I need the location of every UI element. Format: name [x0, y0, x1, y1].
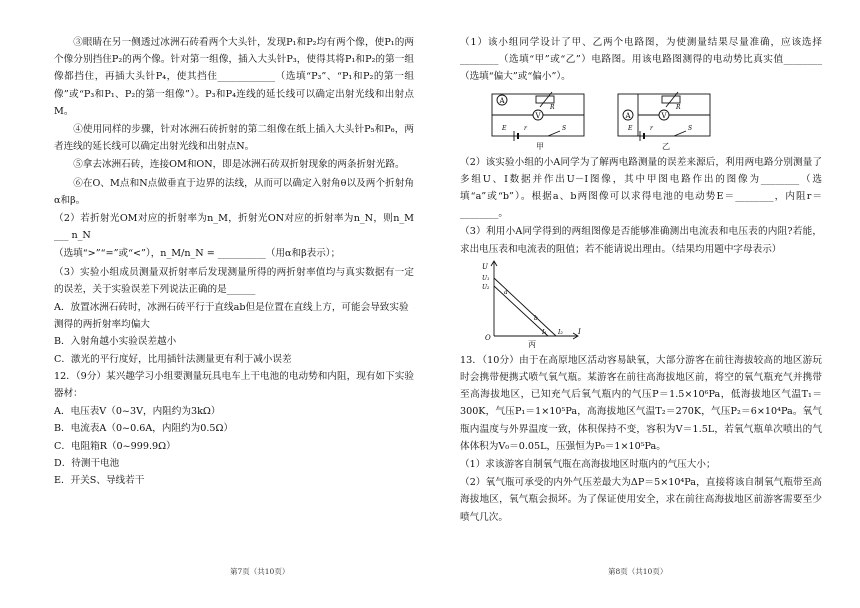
equipment-e: E．开关S、导线若干 [54, 475, 145, 487]
question-12-1-text: （1）该小组同学设计了甲、乙两个电路图，为使测量结果尽量准确，应该选择________（选填“甲”或“乙”）电路图。用该电路图测得的电动势比真实值________（选填“偏大”或“偏小”）。 [460, 37, 822, 83]
question-13-1-text: （1）求该游客自制氧气瓶在高海拔地区时瓶内的气压大小； [460, 459, 716, 471]
circuit-yi-ammeter: A [625, 111, 631, 120]
graph-line-b-label: b [534, 314, 538, 322]
question-12-2-text: （2）该实验小组的小A同学为了解两电路测量的误差来源后，利用两电路分别测量了多组U、I数据并作出U－I图像，其中甲图电路作出的图像为________（选填“a”或“b”）。根据a、b两图像可以求得电池的电动势E＝________，内阻r＝________。 [460, 156, 822, 220]
graph-i1-label: I₁ [542, 328, 547, 336]
circuit-yi-emf: E [628, 124, 633, 132]
question-2-text: （2）若折射光OM对应的折射率为n_M，折射光ON对应的折射率为n_N，则n_M ___ n_N [54, 213, 414, 242]
graph-y-axis-label: U [482, 262, 488, 271]
circuit-yi [614, 90, 718, 152]
line-b [494, 286, 548, 336]
graph-line-a-label: a [504, 288, 508, 296]
step-6-text: ⑥在O、M点和N点做垂直于边界的法线，从而可以确定入射角θ以及两个折射角α和β。 [54, 177, 414, 206]
question-12-intro: 12．（9分）某兴趣学习小组要测量玩具电车上干电池的电动势和内阻，现有如下实验器材： [54, 370, 414, 400]
circuit-jia-emf: E [502, 124, 507, 132]
circuit-yi-resistor: R [676, 103, 681, 111]
equipment-a: A．电压表V（0~3V，内阻约为3kΩ） [54, 406, 221, 418]
question-2-cont: （选填“>”“=”或“<”），n_M/n_N = __________（用α和β表示）； [54, 248, 341, 260]
question-3-text: （3）实验小组成员测量双折射率后发现测量所得的两折射率值均与真实数据有一定的误差，关于实验误差下列说法正确的是______ [54, 266, 414, 295]
circuit-jia [488, 90, 592, 152]
circuit-jia-resistor: R [550, 103, 555, 111]
circuit-jia-label: 甲 [536, 141, 544, 151]
circuit-yi-internal: r [650, 124, 653, 132]
circuit-yi-switch: S [688, 124, 693, 132]
option-a: A．放置冰洲石砖时，冰洲石砖平行于直线ab但是位置在直线上方，可能会导致实验测得的两折射率均偏大 [54, 302, 409, 331]
question-13-text: 13．（10分）由于在高原地区活动容易缺氧，大部分游客在前往海拔较高的地区游玩时会携带便携式喷气氧气瓶。某游客在前往高海拔地区前，将空的氧气瓶充气并携带至高海拔地区，已知充气后氧气瓶内的气压P＝1.5×10⁶Pa，低海拔地区气温T₁＝300K，气压P₁＝1×10⁵Pa，高海拔地区气温T₂＝270K，气压P₂＝6×10⁴Pa。氧气瓶内温度与外界温度一致，体积保持不变，容积为V＝1.5L，若氧气瓶单次喷出的气体体积为V₀＝0.05L，压强恒为P₀＝1×10⁵Pa。 [460, 354, 822, 452]
line-a [494, 278, 556, 336]
graph-x-axis-label: I [578, 327, 581, 336]
right-page-footer: 第8页（共10页） [608, 567, 668, 576]
graph-caption: 丙 [528, 339, 536, 349]
step-4-text: ④使用同样的步骤，针对冰洲石砖折射的第二组像在纸上插入大头针P₅和P₆，两者连线的延长线可以确定出射光线和出射点N。 [54, 124, 414, 153]
step-5-text: ⑤拿去冰洲石砖，连接OM和ON，即是冰洲石砖双折射现象的两条折射光路。 [73, 159, 405, 171]
circuit-jia-internal: r [524, 124, 527, 132]
circuit-jia-drawing [488, 90, 592, 142]
circuit-jia-switch: S [562, 124, 567, 132]
graph-u2-label: U₂ [482, 283, 490, 291]
option-b: B．入射角越小实验误差越小 [54, 336, 177, 348]
right-page [460, 34, 822, 527]
circuit-jia-voltmeter: V [535, 111, 541, 120]
left-page-footer: 第7页（共10页） [230, 567, 290, 576]
left-page [54, 34, 414, 489]
graph-u1-label: U₁ [482, 274, 490, 282]
option-c: C．激光的平行度好，比用插针法测量更有利于减小误差 [54, 353, 292, 365]
ui-graph [482, 260, 592, 350]
circuit-yi-voltmeter: V [661, 111, 667, 120]
circuit-yi-drawing [614, 90, 718, 142]
circuit-diagrams [488, 90, 822, 152]
question-13-2-text: （2）氧气瓶可承受的内外气压差最大为ΔP＝5×10⁴Pa，直接将该自制氧气瓶带至高海拔地区，氧气瓶会损坏。为了保证使用安全，求在前往高海拔地区前游客需要至少喷气几次。 [460, 477, 822, 523]
step-3-text: ③眼睛在另一侧透过冰洲石砖看两个大头针，发现P₁和P₂均有两个像，使P₁的两个像分别挡住P₂的两个像。针对第一组像，插入大头针P₃，使得其将P₁和P₂的第一组像都挡住，再插大头针P₄，使其挡住____________（选填“P₃”、“P₁和P₂的第一组像”或“P₃和P₁、P₂的第一组像”）。P₃和P₄连线的延长线可以确定出射光线和出射点M。 [54, 37, 414, 117]
equipment-b: B．电流表A（0~0.6A，内阻约为0.5Ω） [54, 423, 234, 435]
equipment-d: D．待测干电池 [54, 457, 120, 469]
circuit-yi-label: 乙 [662, 141, 670, 151]
graph-origin-label: O [485, 333, 491, 340]
ui-graph-drawing [482, 260, 582, 340]
circuit-jia-ammeter: A [499, 96, 505, 105]
equipment-c: C．电阻箱R（0~999.9Ω） [54, 440, 176, 452]
question-12-3-text: （3）利用小A同学得到的两组图像是否能够准确测出电流表和电压表的内阻?若能，求出电压表和电流表的阻值；若不能请说出理由。（结果均用题中字母表示） [460, 226, 822, 255]
graph-i2-label: I₂ [558, 328, 563, 336]
